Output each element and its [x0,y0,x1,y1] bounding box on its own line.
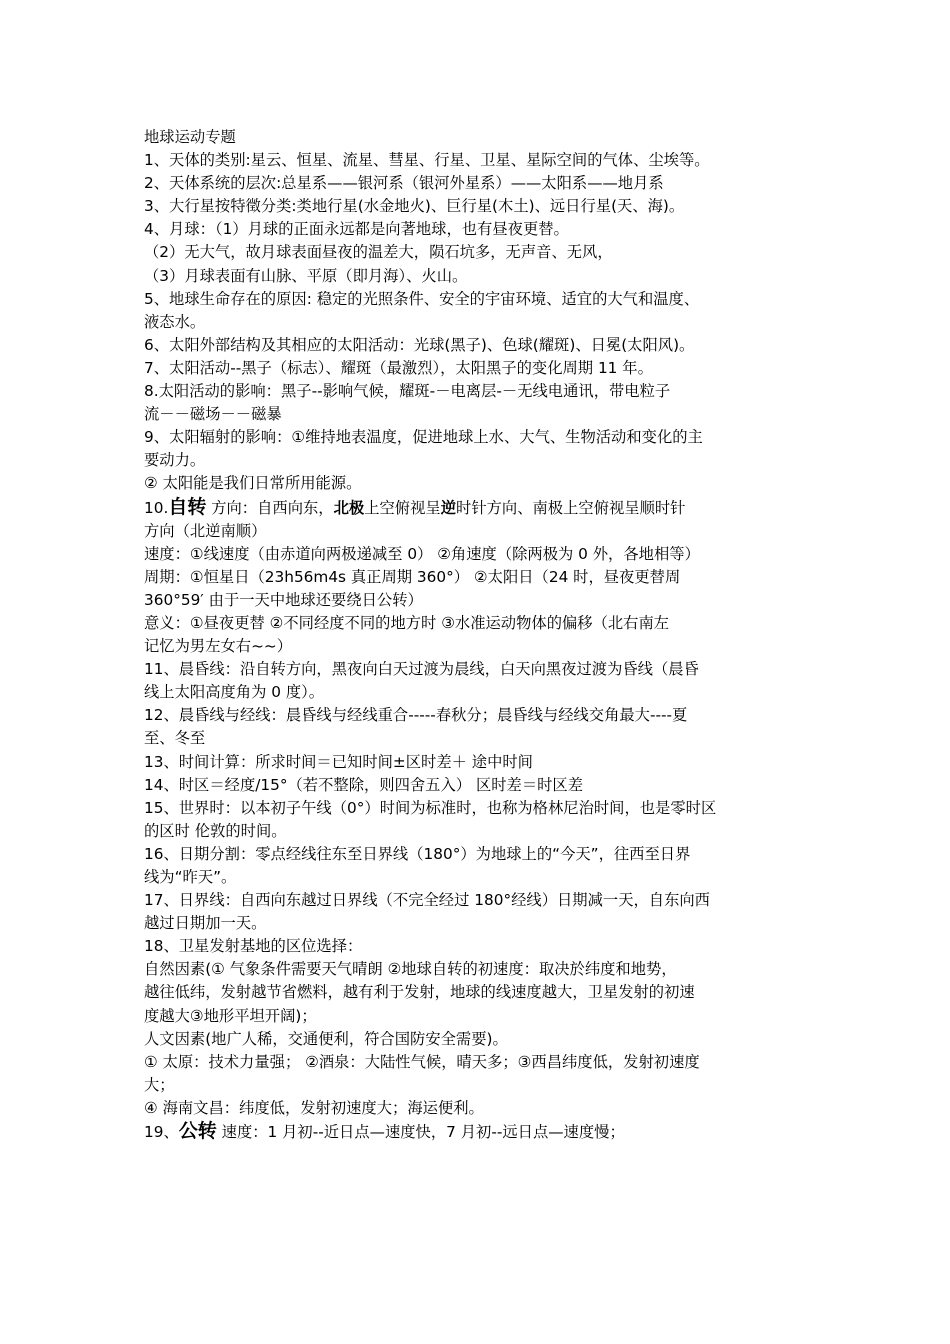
text-line: 17、日界线：自西向东越过日界线（不完全经过 180°经线）日期减一天，自东向西 [144,891,710,910]
text-line: 1、天体的类别:星云、恒星、流星、彗星、行星、卫星、星际空间的气体、尘埃等。 [144,151,710,170]
text-line: （2）无大气，故月球表面昼夜的温差大，陨石坑多，无声音、无风， [144,243,613,262]
item-10-part3: 时针方向、南极上空俯视呈顺时针 [456,498,686,517]
text-line: 7、太阳活动--黑子（标志）、耀斑（最激烈），太阳黑子的变化周期 11 年。 [144,358,653,377]
text-block-1 [144,149,812,495]
text-line: 越往低纬，发射越节省燃料，越有利于发射，地球的线速度越大，卫星发射的初速 [144,983,695,1002]
text-line: 大； [144,1075,175,1094]
document-title: 地球运动专题 [144,128,236,146]
text-line: 11、晨昏线：沿自转方向，黑夜向白天过渡为晨线，白天向黑夜过渡为昏线（晨昏 [144,660,699,679]
text-line: 3、大行星按特徵分类:类地行星(水金地火)、巨行星(木土)、远日行星(天、海)。 [144,197,685,216]
item-19-text: 速度：1 月初--近日点—速度快，7 月初--远日点—速度慢； [216,1123,625,1142]
item-19-prefix: 19、 [144,1123,179,1142]
text-line: 度越大③地形平坦开阔)； [144,1006,317,1025]
text-line: 8.太阳活动的影响：黑子--影响气候，耀斑-－电离层-－无线电通讯，带电粒子 [144,382,671,401]
item-19-heading: 公转 [178,1120,217,1143]
text-line: 360°59′ 由于一天中地球还要绕日公转） [144,590,423,609]
text-line: 速度：①线速度（由赤道向两极递减至 0） ②角速度（除两极为 0 外，各地相等） [144,544,700,563]
text-line: 5、地球生命存在的原因: 稳定的光照条件、安全的宇宙环境、适宜的大气和温度、 [144,289,700,308]
item-10-continuation: 方向（北逆南顺） [144,521,267,540]
text-block-2 [144,543,812,1120]
text-line: 16、日期分割：零点经线往东至日界线（180°）为地球上的“今天”，往西至日界 [144,844,691,863]
document-body [144,126,812,1144]
item-10-bold-counter: 逆 [440,498,457,517]
text-line: ② 太阳能是我们日常所用能源。 [144,474,362,493]
text-line: 6、太阳外部结构及其相应的太阳活动：光球(黑子)、色球(耀斑)、日冕(太阳风)。 [144,335,695,354]
text-line: 液态水。 [144,312,206,331]
item-19-line [144,1120,812,1144]
item-10-heading: 自转 [168,495,207,518]
item-10-bold-north-pole: 北极 [333,498,365,517]
text-line: ④ 海南文昌：纬度低，发射初速度大；海运便利。 [144,1098,484,1117]
text-line: 越过日期加一天。 [144,914,267,933]
item-10-part2: 上空俯视呈 [364,498,441,517]
text-line: 意义：①昼夜更替 ②不同经度不同的地方时 ③水准运动物体的偏移（北右南左 [144,613,670,632]
item-10-line [144,496,812,520]
text-line: 自然因素(① 气象条件需要天气晴朗 ②地球自转的初速度：取决於纬度和地势， [144,960,677,979]
text-line: 2、天体系统的层次:总星系——银河系（银河外星系）——太阳系——地月系 [144,174,664,193]
text-line: 要动力。 [144,451,206,470]
text-line: 至、冬至 [144,729,206,748]
text-line: ① 太原：技术力量强； ②酒泉：大陆性气候，晴天多；③西昌纬度低，发射初速度 [144,1052,700,1071]
text-line: 4、月球：（1）月球的正面永远都是向著地球，也有昼夜更替。 [144,220,569,239]
text-line: 线为“昨天”。 [144,868,237,886]
text-line: 人文因素(地广人稀，交通便利，符合国防安全需要)。 [144,1029,508,1048]
text-line: 记忆为男左女右~~） [144,637,293,656]
text-line: 周期：①恒星日（23h56m4s 真正周期 360°） ②太阳日（24 时，昼夜更替周 [144,567,681,586]
text-line: （3）月球表面有山脉、平原（即月海）、火山。 [144,266,468,285]
item-10-part1: 方向：自西向东， [206,498,334,517]
text-line: 13、时间计算：所求时间＝已知时间±区时差＋ 途中时间 [144,752,533,771]
text-line: 14、时区＝经度/15°（若不整除，则四舍五入） 区时差＝时区差 [144,775,584,794]
text-line: 流－－磁场－－磁暴 [144,405,282,424]
text-line: 9、太阳辐射的影响：①维持地表温度，促进地球上水、大气、生物活动和变化的主 [144,428,703,447]
text-line: 15、世界时：以本初子午线（0°）时间为标准时，也称为格林尼治时间，也是零时区 [144,798,717,817]
item-10-prefix: 10. [144,498,169,517]
text-line: 的区时 伦敦的时间。 [144,821,287,840]
text-line: 线上太阳高度角为 0 度）。 [144,683,325,702]
text-line: 18、卫星发射基地的区位选择： [144,937,363,956]
text-line: 12、晨昏线与经线：晨昏线与经线重合-----春秋分；晨昏线与经线交角最大----夏 [144,706,688,725]
